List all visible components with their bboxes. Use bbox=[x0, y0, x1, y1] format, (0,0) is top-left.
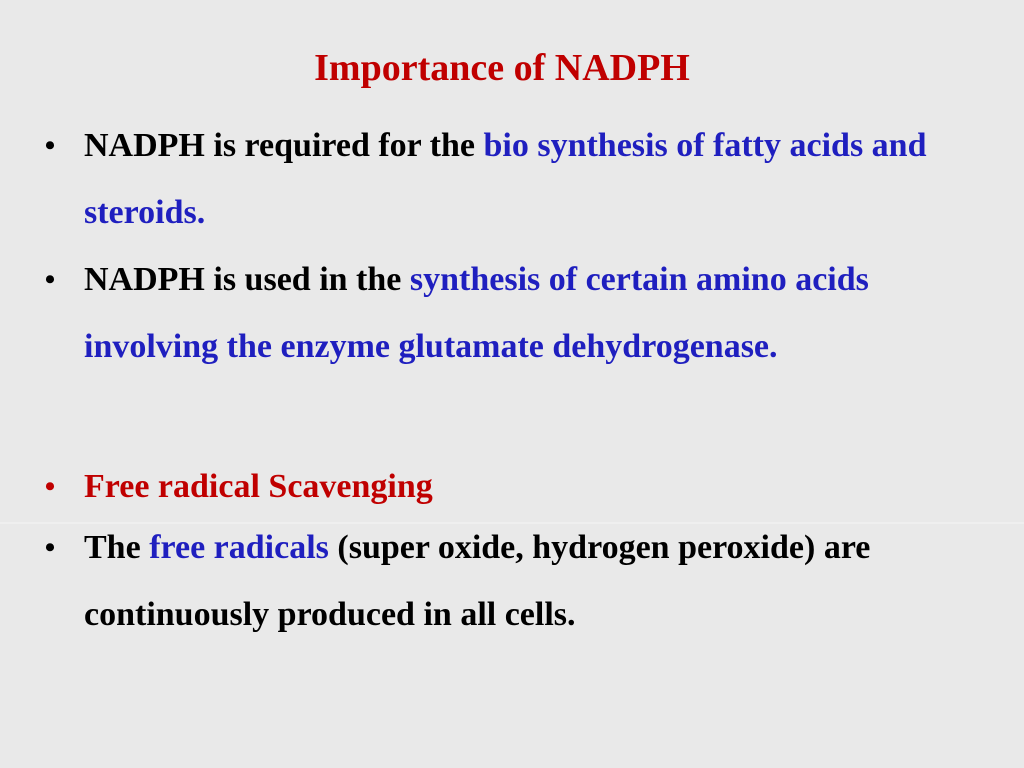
text-segment: (super oxide, hydrogen peroxide) are continuously produced in all cells. bbox=[84, 529, 871, 633]
text-segment: NADPH is used in the bbox=[84, 261, 410, 298]
bullet-item bbox=[40, 514, 990, 648]
bullet-marker: • bbox=[44, 470, 56, 503]
text-segment: NADPH is required for the bbox=[84, 127, 484, 164]
text-segment-highlight: free radicals bbox=[149, 529, 329, 566]
bullet-marker: • bbox=[44, 531, 56, 564]
bullet-marker: • bbox=[44, 263, 56, 296]
text-segment-highlight: bio synthesis of fatty acids and steroids. bbox=[84, 127, 927, 231]
slide-title: Importance of NADPH bbox=[314, 47, 690, 89]
bullet-item bbox=[40, 453, 990, 520]
text-segment-heading: Free radical Scavenging bbox=[84, 468, 433, 505]
bullet-marker: • bbox=[44, 129, 56, 162]
bullet-text bbox=[84, 453, 990, 520]
bullet-text bbox=[84, 246, 990, 380]
text-segment: The bbox=[84, 529, 150, 566]
text-segment-highlight: synthesis of certain amino acids involving the enzyme glutamate dehydrogenase. bbox=[84, 261, 869, 365]
bullet-item bbox=[40, 112, 990, 246]
bullet-item bbox=[40, 246, 990, 380]
bullet-text bbox=[84, 514, 990, 648]
bullet-text bbox=[84, 112, 990, 246]
